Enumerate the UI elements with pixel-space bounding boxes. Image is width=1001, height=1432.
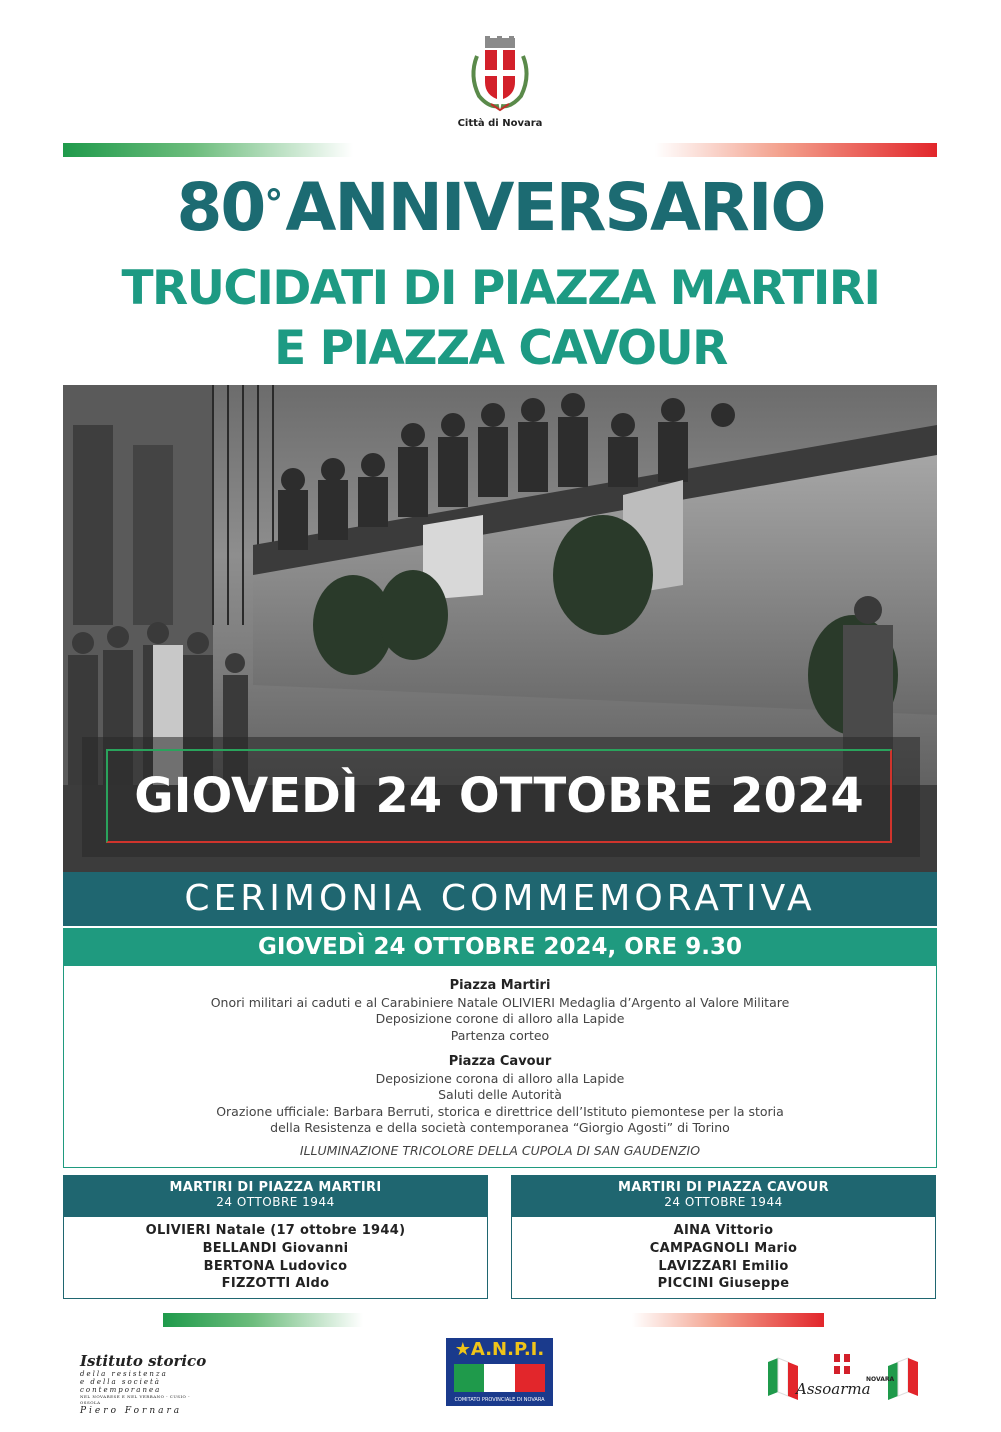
istituto-storico-logo: [80, 1352, 210, 1416]
title-degree: °: [264, 182, 282, 226]
program-line: Orazione ufficiale: Barbara Berruti, storica e direttrice dell’Istituto piemontese per la storia: [216, 1103, 784, 1119]
assoarma-name: Assoarma: [796, 1380, 871, 1398]
martyrs-piazza-cavour: [511, 1175, 936, 1299]
istituto-line: NEL NOVARESE E NEL VERBANO - CUSIO - OSSOLA: [80, 1394, 190, 1405]
martyr-name: PICCINI Giuseppe: [657, 1276, 790, 1292]
anpi-subtitle: COMITATO PROVINCIALE DI NOVARA: [454, 1397, 545, 1403]
title-number: 80: [176, 169, 265, 246]
istituto-line: e della società contemporanea: [80, 1378, 162, 1394]
program-line: Onori militari ai caduti e al Carabiniere Natale OLIVIERI Medaglia d’Argento al Valore Militare: [210, 994, 790, 1010]
ceremony-datetime-banner: GIOVEDÌ 24 OTTOBRE 2024, ORE 9.30: [63, 928, 937, 966]
martyrs-piazza-martiri: [63, 1175, 488, 1299]
martyr-name: BELLANDI Giovanni: [202, 1240, 349, 1256]
martyrs-title: MARTIRI DI PIAZZA MARTIRI: [169, 1180, 382, 1195]
tricolor-bar-green-bottom: [163, 1313, 363, 1327]
assoarma-city: NOVARA: [866, 1376, 895, 1383]
martyrs-list: [511, 1217, 936, 1299]
tricolor-bar-red-top: [655, 143, 937, 157]
martyr-name: FIZZOTTI Aldo: [221, 1276, 330, 1292]
istituto-line: Piero Fornara: [80, 1406, 183, 1416]
anpi-name: ★A.N.P.I.: [454, 1339, 545, 1360]
assoarma-logo: [768, 1352, 918, 1402]
martyrs-date: 24 OTTOBRE 1944: [216, 1195, 335, 1209]
martyr-name: BERTONA Ludovico: [203, 1258, 348, 1274]
istituto-line: Istituto storico: [80, 1352, 207, 1370]
martyr-name: LAVIZZARI Emilio: [658, 1258, 789, 1274]
program-closing-note: ILLUMINAZIONE TRICOLORE DELLA CUPOLA DI SAN GAUDENZIO: [299, 1142, 701, 1158]
martyrs-list: [63, 1217, 488, 1299]
subtitle-line-2: E PIAZZA CAVOUR: [274, 321, 727, 376]
martyrs-title: MARTIRI DI PIAZZA CAVOUR: [618, 1180, 829, 1195]
martyr-name: OLIVIERI Natale (17 ottobre 1944): [145, 1223, 406, 1238]
program-line: della Resistenza e della società contemporanea “Giorgio Agosti” di Torino: [270, 1120, 730, 1135]
program-line: Deposizione corona di alloro alla Lapide: [375, 1070, 625, 1086]
martyrs-date: 24 OTTOBRE 1944: [664, 1195, 783, 1209]
subtitle-line-1: TRUCIDATI DI PIAZZA MARTIRI: [121, 261, 880, 316]
program-line: Partenza corteo: [450, 1027, 550, 1043]
martyr-name: AINA Vittorio: [673, 1223, 774, 1238]
date-overlay-text: GIOVEDÌ 24 OTTOBRE 2024: [134, 768, 864, 824]
program-box: [63, 966, 937, 1168]
tricolor-bar-green-top: [63, 143, 353, 157]
anpi-logo: [446, 1338, 553, 1406]
tricolor-bar-red-bottom: [632, 1313, 824, 1327]
martyr-name: CAMPAGNOLI Mario: [649, 1240, 798, 1256]
martyrs-header: [511, 1175, 936, 1217]
main-title: [30, 168, 971, 248]
program-heading-cavour: Piazza Cavour: [448, 1054, 552, 1069]
martyrs-header: [63, 1175, 488, 1217]
program-line: Saluti delle Autorità: [438, 1087, 562, 1102]
title-word: ANNIVERSARIO: [285, 169, 825, 246]
ceremony-title-banner: CERIMONIA COMMEMORATIVA: [63, 872, 937, 926]
italian-flag-icon: [454, 1364, 545, 1392]
novara-crest-icon: [465, 36, 535, 114]
program-heading-martiri: Piazza Martiri: [449, 978, 551, 993]
istituto-line: della resistenza: [80, 1370, 168, 1378]
city-name: Città di Novara: [457, 118, 543, 129]
program-line: Deposizione corone di alloro alla Lapide: [375, 1011, 625, 1026]
